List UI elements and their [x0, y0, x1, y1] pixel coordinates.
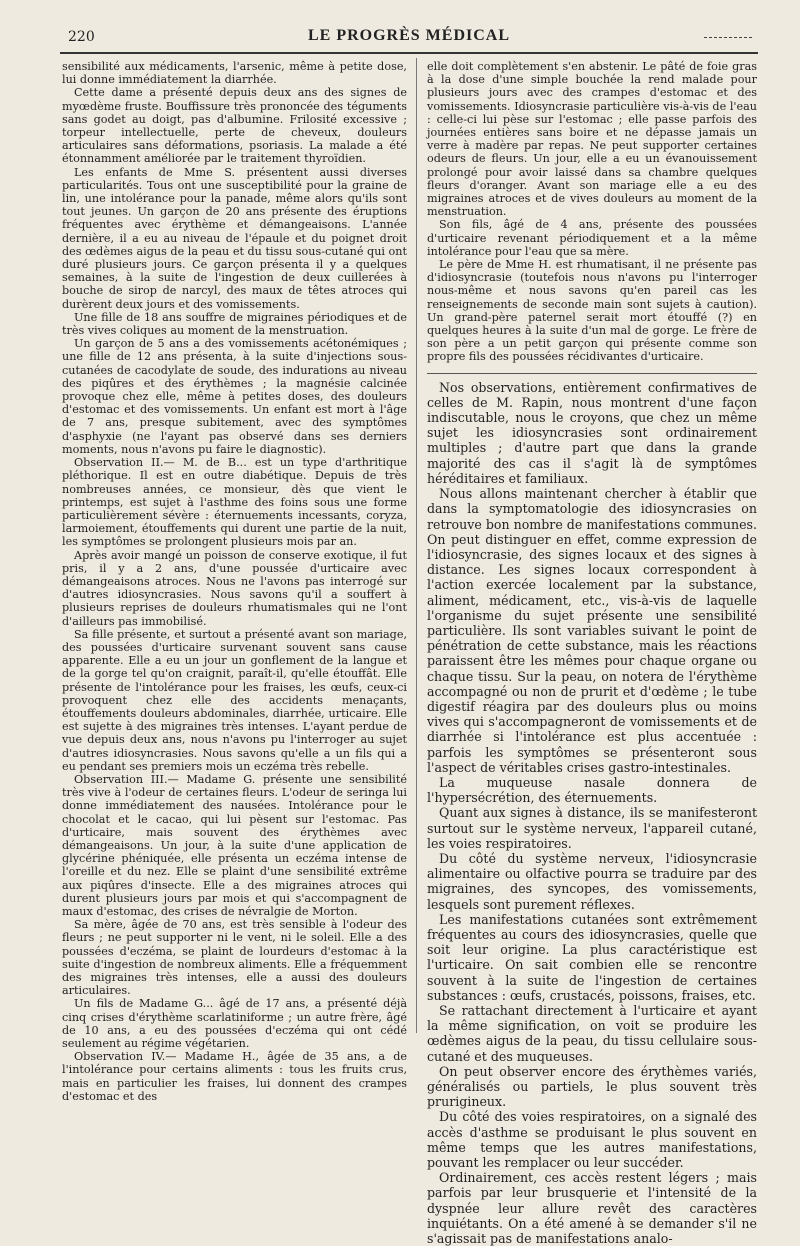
- observation-paragraph: Observation III.— Madame G. présente une sensibilité très vive à l'odeur de certaines fleurs. L'odeur de seringa lui donne immédiatement des nausées. Intolérance pour le chocolat et le cacao, qui lui pèsent sur l'estomac. Pas d'urticaire, mais souvent des érythèmes avec démangeaisons. Un jour, à la suite d'une application de glycérine phéniquée, elle présenta un eczéma intense de l'oreille et du nez. Elle se plaint d'une sensibilité extrême aux piqûres d'insecte. Elle a des migraines atroces qui durent plusieurs jours par mois et qui s'accompagnent de maux d'estomac, des crises de névralgie de Morton.: [62, 772, 407, 918]
- paragraph: Ordinairement, ces accès restent légers ; mais parfois par leur brusquerie et l'intensité de la dyspnée leur allure revêt des caractères inquiétants. On a été amené à se demander s'il ne s'agissait pas de manifestations analo-: [427, 1170, 757, 1246]
- paragraph: Une fille de 18 ans souffre de migraines périodiques et de très vives coliques au moment de la menstruation.: [62, 310, 407, 338]
- paragraph: Du côté des voies respiratoires, on a signalé des accès d'asthme se produisant le plus souvent en même temps que les autres manifestations, pouvant les remplacer ou leur succéder.: [427, 1109, 757, 1171]
- paragraph: Sa fille présente, et surtout a présenté avant son mariage, des poussées d'urticaire survenant souvent sans cause apparente. Elle a eu un jour un gonflement de la langue et de la gorge tel qu'on craignit, paraît-il, qu'elle étouffât. Elle présente de l'intolérance pour les fraises, les œufs, ceux-ci provoquent chez elle des accidents menaçants, étouffements douleurs abdominales, diarrhée, urticaire. Elle est sujette à des migraines très intenses. L'ayant perdue de vue depuis deux ans, nous n'avons pu l'interroger au sujet d'autres idiosyncrasies. Nous savons qu'elle a un fils qui a eu pendant ses premiers mois un eczéma très rebelle.: [62, 627, 407, 773]
- paragraph: Nous allons maintenant chercher à établir que dans la symptomatologie des idiosyncrasies on retrouve bon nombre de manifestations communes. On peut distinguer en effet, comme expression de l'idiosyncrasie, des signes locaux et des signes à distance. Les signes locaux correspondent à l'action exercée localement par la substance, aliment, médicament, etc., vis-à-vis de laquelle l'organisme du sujet présente une sensibilité particulière. Ils sont variables suivant le point de pénétration de cette substance, mais les réactions paraissent être les mêmes pour chaque organe ou chaque tissu. Sur la peau, on notera de l'érythème accompagné ou non de prurit et d'œdème ; le tube digestif réagira par des douleurs plus ou moins vives qui s'accompagneront de vomissements et de diarrhée si l'intolérance est plus accentuée : parfois les symptômes se présenteront sous l'aspect de véritables crises gastro-intestinales.: [427, 486, 757, 775]
- page-header: [60, 26, 758, 54]
- paragraph: Son fils, âgé de 4 ans, présente des poussées d'urticaire revenant périodiquement et a la même intolérance pour l'eau que sa mère.: [427, 218, 757, 258]
- paragraph: Se rattachant directement à l'urticaire et ayant la même signification, on voit se produire les œdèmes aigus de la peau, du tissu cellulaire sous-cutané et des muqueuses.: [427, 1003, 757, 1064]
- paragraph: Cette dame a présenté depuis deux ans des signes de myœdème fruste. Bouffissure très prononcée des téguments sans godet au doigt, pas d'albumine. Frilosité excessive ; torpeur intellectuelle, perte de cheveux, douleurs articulaires sans déformations, psoriasis. La malade a été étonnamment améliorée par le traitement thyroïdien.: [62, 86, 407, 166]
- paragraph: Après avoir mangé un poisson de conserve exotique, il fut pris, il y a 2 ans, d'une poussée d'urticaire avec démangeaisons atroces. Nous ne l'avons pas interrogé sur d'autres idiosyncrasies. Nous savons qu'il a souffert à plusieurs reprises de douleurs rhumatismales qui ne l'ont d'ailleurs pas immobilisé.: [62, 548, 407, 628]
- paragraph: Un fils de Madame G... âgé de 17 ans, a présenté déjà cinq crises d'érythème scarlatiniforme ; un autre frère, âgé de 10 ans, a eu des poussées d'eczéma qui ont cédé seulement au régime végétarien.: [62, 997, 407, 1051]
- observation-paragraph: Observation IV.— Madame H., âgée de 35 ans, a de l'intolérance pour certains aliments : tous les fruits crus, mais en particulier les fraises, lui donnent des crampes d'estomac et des: [62, 1050, 407, 1103]
- paragraph: sensibilité aux médicaments, l'arsenic, même à petite dose, lui donne immédiatement la diarrhée.: [62, 60, 407, 87]
- paragraph: Un garçon de 5 ans a des vomissements acétonémiques ; une fille de 12 ans présenta, à la suite d'injections sous-cutanées de cacodylate de soude, des indurations au niveau des piqûres et des érythèmes ; la magnésie calcinée provoque chez elle, même à petites doses, des douleurs d'estomac et des vomissements. Un enfant est mort à l'âge de 7 ans, presque subitement, avec des symptômes d'asphyxie (ne l'ayant pas observé dans ses derniers moments, nous n'avons pu faire le diagnostic).: [62, 337, 407, 456]
- column-divider: [416, 58, 417, 1033]
- header-ornament: [704, 37, 752, 41]
- paragraph: Quant aux signes à distance, ils se manifesteront surtout sur le système nerveux, l'appareil cutané, les voies respiratoires.: [427, 805, 757, 851]
- paragraph: Les manifestations cutanées sont extrêmement fréquentes au cours des idiosyncrasies, quelle que soit leur origine. La plus caractéristique est l'urticaire. On sait combien elle se rencontre souvent à la suite de l'ingestion de certaines substances : œufs, crustacés, poissons, fraises, etc.: [427, 911, 757, 1003]
- page-number: 220: [68, 29, 95, 45]
- paragraph: On peut observer encore des érythèmes variés, généralisés ou partiels, le plus souvent très prurigineux.: [427, 1063, 757, 1110]
- paragraph: Du côté du système nerveux, l'idiosyncrasie alimentaire ou olfactive pourra se traduire par des migraines, des syncopes, des vomissements, lesquels sont purement réflexes.: [427, 850, 757, 912]
- paragraph: Les enfants de Mme S. présentent aussi diverses particularités. Tous ont une susceptibilité pour la graine de lin, une intolérance pour la panade, même alors qu'ils sont tout jeunes. Un garçon de 20 ans présente des éruptions fréquentes avec érythème et démangeaisons. L'année dernière, il a eu au niveau de l'épaule et du poignet droit des œdèmes aigus de la peau et du tissu sous-cutané qui ont duré plusieurs jours. Ce garçon présenta il y a quelques semaines, à la suite de l'ingestion de deux cuillerées à bouche de sirop de narcyl, des maux de têtes atroces qui durèrent deux jours et des vomissements.: [62, 165, 407, 311]
- paragraph: elle doit complètement s'en abstenir. Le pâté de foie gras à la dose d'une simple bouchée la rend malade pour plusieurs jours avec des crampes d'estomac et des vomissements. Idiosyncrasie particulière vis-à-vis de l'eau : celle-ci lui pèse sur l'estomac ; elle passe parfois des journées entières sans boire et ne dépasse jamais un verre à madère par repas. Ne peut supporter certaines odeurs de fleurs. Un jour, elle a eu un évanouissement prolongé pour avoir laissé dans sa chambre quelques fleurs d'oranger. Avant son mariage elle a eu des migraines atroces et de vives douleurs au moment de la menstruation.: [427, 60, 757, 219]
- paragraph: La muqueuse nasale donnera de l'hypersécrétion, des éternuements.: [427, 774, 757, 806]
- observation-continuation: [427, 60, 757, 364]
- journal-title: LE PROGRÈS MÉDICAL: [307, 27, 511, 44]
- paragraph: Le père de Mme H. est rhumatisant, il ne présente pas d'idiosyncrasie (toutefois nous n'avons pu l'interroger nous-même et nous savons qu'en pareil cas les renseignements de seconde main sont sujets à caution). Un grand-père paternel serait mort étouffé (?) en quelques heures à la suite d'un mal de gorge. Le frère de son père a un petit garçon qui présente comme son propre fils des poussées récidivantes d'urticaire.: [427, 258, 757, 364]
- observation-paragraph: Observation II.— M. de B... est un type d'arthritique pléthorique. Il est en outre diabétique. Depuis de très nombreuses années, ce monsieur, dès que vient le printemps, est sujet à l'asthme des foins sous une forme particulièrement sévère : éternuements incessants, coryza, larmoiement, étouffements qui durent une partie de la nuit, les symptômes se prolongent plusieurs mois par an.: [62, 456, 407, 549]
- paragraph: Sa mère, âgée de 70 ans, est très sensible à l'odeur des fleurs ; ne peut supporter ni le vent, ni le soleil. Elle a des poussées d'eczéma, se plaint de lourdeurs d'estomac à la suite d'ingestion de nombreux aliments. Elle a fréquemment des migraines très intenses, elle a aussi des douleurs articulaires.: [62, 918, 407, 998]
- discussion-section: [427, 373, 757, 1246]
- paragraph: Nos observations, entièrement confirmatives de celles de M. Rapin, nous montrent d'une façon indiscutable, nous le croyons, que chez un même sujet les idiosyncrasies sont ordinairement multiples ; d'autre part que dans la grande majorité des cas il s'agit là de symptômes héréditaires et familiaux.: [427, 379, 757, 486]
- right-column: [427, 60, 757, 1246]
- left-column: [62, 60, 407, 1103]
